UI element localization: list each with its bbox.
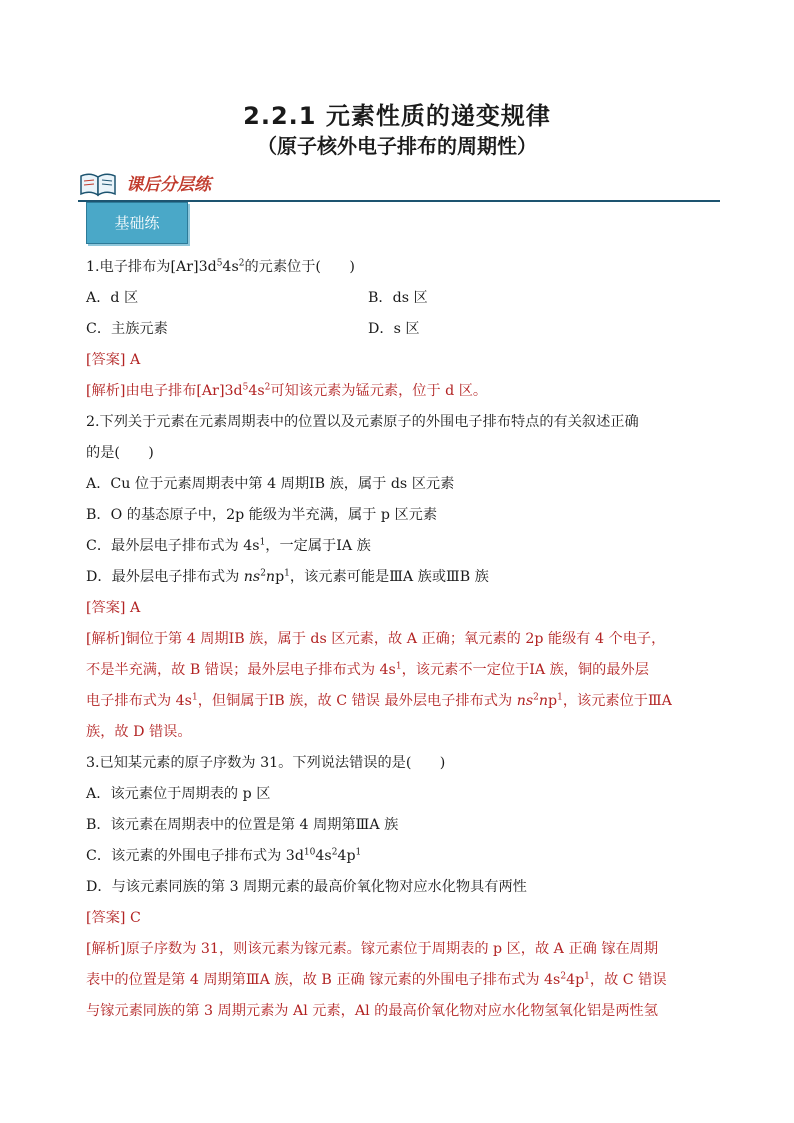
q1-option-d: D．s 区 [368, 321, 420, 337]
q3-option-c: C．该元素的外围电子排布式为 $3d^{10}4s^24p^1$ [86, 847, 362, 864]
q2-option-a: A．Cu 位于元素周期表中第 4 周期ⅠB 族，属于 ds 区元素 [86, 476, 455, 492]
book-icon [78, 168, 118, 198]
q1-option-b: B．ds 区 [368, 290, 428, 306]
q1-option-a: A．d 区 [86, 290, 139, 306]
q1-answer: [答案] A [86, 352, 141, 368]
q2-stem: 2.下列关于元素在元素周期表中的位置以及元素原子的外围电子排布特点的有关叙述正确 [86, 414, 639, 430]
q3-explanation-1: [解析]原子序数为 31，则该元素为镓元素。镓元素位于周期表的 p 区，故 A 正确 镓在周期 [86, 941, 659, 957]
q1-options-row-2 [86, 314, 724, 345]
q1-explanation: [解析]由电子排布$[Ar]3d^54s^2$可知该元素为锰元素，位于 d 区。 [86, 382, 488, 399]
q1-option-c: C．主族元素 [86, 321, 168, 337]
q3-stem: 3.已知某元素的原子序数为 31。下列说法错误的是( ) [86, 755, 446, 771]
q1-stem: 1.电子排布为$[Ar]3d^54s^2$的元素位于( ) [86, 258, 355, 275]
q1-options-row-1 [86, 283, 724, 314]
q2-explanation-1: [解析]铜位于第 4 周期ⅠB 族，属于 ds 区元素，故 A 正确；氧元素的 2p 能级有 4 个电子， [86, 631, 666, 647]
q2-option-d: D．最外层电子排布式为 $ns^2np^1$，该元素可能是ⅢA 族或ⅢB 族 [86, 568, 489, 585]
q2-answer: [答案] A [86, 600, 141, 616]
section-title: 课后分层练 [126, 175, 211, 195]
page-subtitle: （原子核外电子排布的周期性） [257, 134, 537, 158]
q3-explanation-2: 表中的位置是第 4 周期第ⅢA 族，故 B 正确 镓元素的外围电子排布式为 $4s^24p^1$，故 C 错误 [86, 971, 667, 988]
q3-answer: [答案] C [86, 910, 141, 926]
q3-option-d: D．与该元素同族的第 3 周期元素的最高价氧化物对应水化物具有两性 [86, 879, 527, 895]
level-tag: 基础练 [86, 202, 188, 244]
question-list [86, 252, 724, 1027]
q2-explanation-4: 族，故 D 错误。 [86, 724, 192, 740]
section-header [78, 166, 720, 202]
q3-option-b: B．该元素在周期表中的位置是第 4 周期第ⅢA 族 [86, 817, 399, 833]
q3-explanation-3: 与镓元素同族的第 3 周期元素为 Al 元素，Al 的最高价氧化物对应水化物氢氧化铝是两性氢 [86, 1003, 658, 1019]
q2-explanation-3: 电子排布式为 $4s^1$，但铜属于ⅠB 族，故 C 错误 最外层电子排布式为 $ns^2np^1$，该元素位于ⅢA [86, 692, 672, 709]
q2-option-c: C．最外层电子排布式为 $4s^1$，一定属于ⅠA 族 [86, 537, 371, 554]
page-title: 2.2.1 元素性质的递变规律 [243, 102, 551, 130]
q2-stem-cont: 的是( ) [86, 445, 154, 461]
q3-option-a: A．该元素位于周期表的 p 区 [86, 786, 271, 802]
q2-explanation-2: 不是半充满，故 B 错误；最外层电子排布式为 $4s^1$，该元素不一定位于ⅠA 族，铜的最外层 [86, 661, 649, 678]
q2-option-b: B．O 的基态原子中，2p 能级为半充满，属于 p 区元素 [86, 507, 438, 523]
